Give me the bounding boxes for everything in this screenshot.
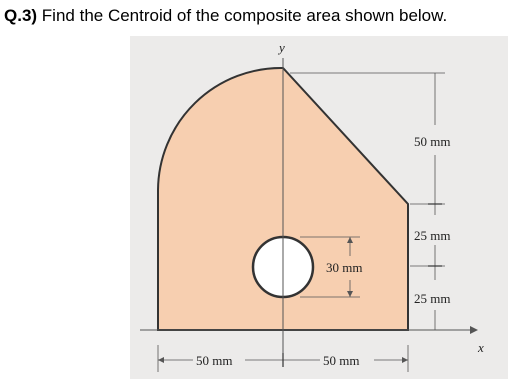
dim-label-right-mid: 25 mm <box>414 228 451 243</box>
dim-label-bottom-right: 50 mm <box>323 353 360 368</box>
dim-label-right-bottom: 25 mm <box>414 291 451 306</box>
dim-label-bottom-left: 50 mm <box>196 353 233 368</box>
question-number: Q.3) <box>4 6 38 25</box>
x-axis-label: x <box>478 340 484 355</box>
question-body: Find the Centroid of the composite area shown below. <box>41 6 448 25</box>
dim-label-right-top: 50 mm <box>414 134 451 149</box>
y-axis-label: y <box>279 40 285 55</box>
dim-label-hole: 30 mm <box>326 260 363 275</box>
